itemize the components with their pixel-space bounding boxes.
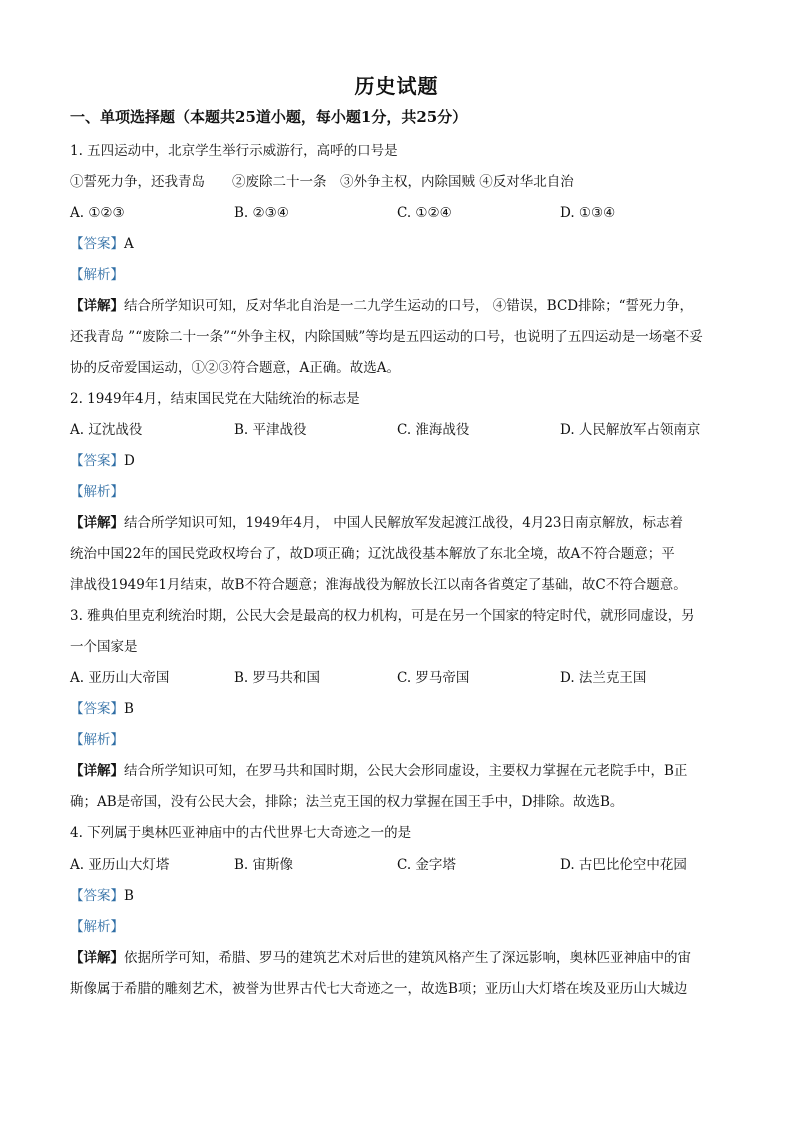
question-3-answer — [70, 699, 134, 719]
question-1-analysis — [70, 265, 124, 285]
option-a: A. ①②③ — [70, 205, 125, 221]
analysis-label: 【解析】 — [70, 484, 124, 500]
option-c: C. 罗马帝国 — [397, 670, 470, 686]
analysis-label: 【解析】 — [70, 732, 124, 748]
option-b: B. 平津战役 — [234, 422, 307, 438]
option-b: B. ②③④ — [234, 205, 289, 221]
option-d: D. 法兰克王国 — [560, 670, 647, 686]
question-4-answer — [70, 886, 134, 906]
option-d: D. ①③④ — [560, 205, 616, 221]
option-b: B. 宙斯像 — [234, 857, 294, 873]
option-c: C. ①②④ — [397, 205, 452, 221]
question-3-detail-line-1: 【详解】结合所学知识可知，在罗马共和国时期，公民大会形同虚设，主要权力掌握在元老院手中，B正 — [70, 763, 688, 779]
answer-label: 【答案】 — [70, 888, 124, 904]
question-1-statements: ①誓死力争，还我青岛 ②废除二十一条 ③外争主权，内除国贼 ④反对华北自治 — [70, 174, 574, 190]
question-2-detail-line-1: 【详解】结合所学知识可知，1949年4月， 中国人民解放军发起渡江战役，4月23日南京解放，标志着 — [70, 515, 684, 531]
question-1-answer — [70, 234, 134, 254]
detail-label: 【详解】 — [70, 515, 124, 531]
answer-label: 【答案】 — [70, 701, 124, 717]
question-2-answer — [70, 451, 135, 471]
question-4-analysis — [70, 917, 124, 937]
answer-value: D — [124, 453, 135, 469]
option-c: C. 淮海战役 — [397, 422, 470, 438]
detail-label: 【详解】 — [70, 763, 124, 779]
question-4-stem: 4. 下列属于奥林匹亚神庙中的古代世界七大奇迹之一的是 — [70, 825, 412, 841]
question-4-detail-line-2: 斯像属于希腊的雕刻艺术，被誉为世界古代七大奇迹之一，故选B项；亚历山大灯塔在埃及亚历山大城边 — [70, 981, 688, 997]
detail-label: 【详解】 — [70, 298, 124, 314]
question-2-detail-line-3: 津战役1949年1月结束，故B不符合题意；淮海战役为解放长江以南各省奠定了基础，故C不符合题意。 — [70, 577, 687, 593]
option-d: D. 人民解放军占领南京 — [560, 422, 701, 438]
option-c: C. 金字塔 — [397, 857, 456, 873]
answer-label: 【答案】 — [70, 453, 124, 469]
question-2-analysis — [70, 482, 124, 502]
option-a: A. 亚历山大帝国 — [70, 670, 170, 686]
question-1-detail-line-2: 还我青岛 ”“废除二十一条”“外争主权，内除国贼”等均是五四运动的口号，也说明了五四运动是一场毫不妥 — [70, 329, 703, 345]
question-2-detail-line-2: 统治中国22年的国民党政权垮台了，故D项正确；辽沈战役基本解放了东北全境，故A不符合题意；平 — [70, 546, 675, 562]
question-3-stem-line-1: 3. 雅典伯里克利统治时期，公民大会是最高的权力机构，可是在另一个国家的特定时代，就形同虚设，另 — [70, 608, 695, 624]
question-4-detail-line-1: 【详解】依据所学可知，希腊、罗马的建筑艺术对后世的建筑风格产生了深远影响，奥林匹亚神庙中的宙 — [70, 950, 691, 966]
option-b: B. 罗马共和国 — [234, 670, 321, 686]
question-2-stem: 2. 1949年4月，结束国民党在大陆统治的标志是 — [70, 391, 360, 407]
question-1-detail-line-1: 【详解】结合所学知识可知，反对华北自治是一二九学生运动的口号， ④错误，BCD排除；“誓死力争， — [70, 298, 694, 314]
option-a: A. 辽沈战役 — [70, 422, 143, 438]
analysis-label: 【解析】 — [70, 267, 124, 283]
answer-value: B — [124, 701, 134, 717]
option-a: A. 亚历山大灯塔 — [70, 857, 170, 873]
question-1-detail-line-3: 协的反帝爱国运动，①②③符合题意，A正确。故选A。 — [70, 360, 400, 376]
section-heading: 一、单项选择题（本题共25道小题，每小题1分，共25分） — [70, 108, 468, 126]
answer-value: A — [124, 236, 134, 252]
question-3-stem-line-2: 一个国家是 — [70, 639, 138, 655]
answer-label: 【答案】 — [70, 236, 124, 252]
analysis-label: 【解析】 — [70, 919, 124, 935]
question-3-detail-line-2: 确；AB是帝国，没有公民大会，排除；法兰克王国的权力掌握在国王手中，D排除。故选B。 — [70, 794, 624, 810]
detail-label: 【详解】 — [70, 950, 124, 966]
page-title: 历史试题 — [354, 74, 439, 98]
answer-value: B — [124, 888, 134, 904]
question-3-analysis — [70, 730, 124, 750]
option-d: D. 古巴比伦空中花园 — [560, 857, 687, 873]
question-1-stem: 1. 五四运动中，北京学生举行示威游行，高呼的口号是 — [70, 143, 398, 159]
